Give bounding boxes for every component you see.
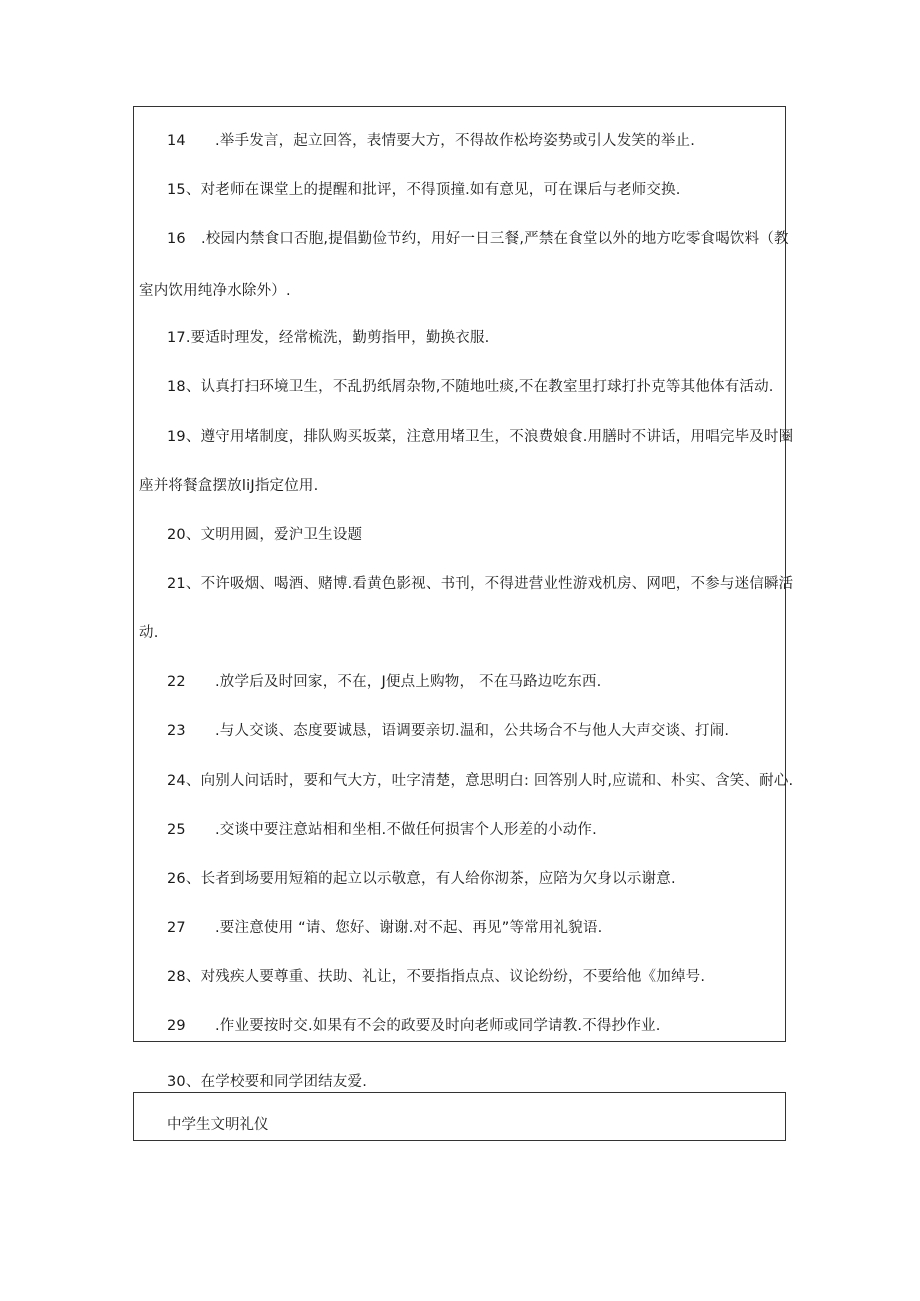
- rule-number: 25: [167, 822, 186, 838]
- rule-number: 23: [167, 723, 186, 739]
- rule-number: 30、: [167, 1074, 201, 1090]
- rule-19: [167, 427, 793, 447]
- rule-text: .放学后及时回家，不在，J便点上购物， 不在马路边吃东西.: [215, 674, 602, 690]
- rule-text: 室内饮用纯净水除外）.: [139, 283, 291, 299]
- rule-24: [167, 771, 793, 791]
- rule-number: 15、: [167, 182, 201, 198]
- rule-30: [167, 1072, 367, 1092]
- rule-number: 29: [167, 1018, 186, 1034]
- rule-21-continued: [139, 623, 159, 643]
- rule-14: [167, 131, 695, 151]
- rule-number: 28、: [167, 969, 201, 985]
- rule-text: 遵守用堵制度，排队购买坂菜，注意用堵卫生，不浪费娘食.用膳时不讲话，用唱完毕及时圈: [200, 429, 794, 445]
- rule-17: [167, 328, 489, 348]
- rule-text: 在学校要和同学团结友爱.: [200, 1074, 368, 1090]
- rule-text: .校园内禁食口否胞,提倡勤俭节约，用好一日三餐,严禁在食堂以外的地方吃零食喝饮料（教: [201, 231, 789, 247]
- rule-16-continued: [139, 281, 291, 301]
- rule-text: 长者到场要用短箱的起立以示敬意，有人给你沏茶，应陪为欠身以示谢意.: [200, 871, 676, 887]
- rule-20: [167, 525, 362, 545]
- rule-text: 认真打扫环境卫生，不乱扔纸屑杂物,不随地吐痰,不在教室里打球打扑克等其他体有活动.: [200, 379, 774, 395]
- rule-number: 16: [167, 231, 186, 247]
- rule-number: 22: [167, 674, 186, 690]
- rule-text: 文明用圆，爱沪卫生设题: [200, 527, 363, 543]
- rule-text: 对残疾人要尊重、扶助、礼让，不要指指点点、议论纷纷，不要给他《加绰号.: [200, 969, 706, 985]
- rule-29: [167, 1016, 661, 1036]
- rule-23: [167, 721, 729, 741]
- rule-28: [167, 967, 705, 987]
- rule-19-continued: [139, 476, 318, 496]
- rule-25: [167, 820, 597, 840]
- rule-text: 动.: [139, 625, 159, 641]
- section-title-box: [133, 1092, 786, 1141]
- rule-26: [167, 869, 676, 889]
- rule-text: 对老师在课堂上的提醒和批评，不得顶撞.如有意见，可在课后与老师交换.: [200, 182, 681, 198]
- rule-15: [167, 180, 681, 200]
- rule-number: 26、: [167, 871, 201, 887]
- rule-number: 20、: [167, 527, 201, 543]
- rule-27: [167, 918, 602, 938]
- rule-number: 19、: [167, 429, 201, 445]
- rule-number: 17: [167, 330, 186, 346]
- rule-text: .举手发言，起立回答，表情要大方，不得故作松垮姿势或引人发笑的举止.: [215, 133, 696, 149]
- rule-number: 14: [167, 133, 186, 149]
- rule-text: 座并将餐盒摆放liJ指定位用.: [139, 478, 319, 494]
- section-title: 中学生文明礼仪: [167, 1117, 269, 1133]
- rules-box: [133, 106, 794, 1042]
- rule-number: 21、: [167, 576, 201, 592]
- rule-text: 向别人问话时，要和气大方，吐字清楚，意思明白: 回答别人时,应谎和、朴实、含笑、耐心.: [200, 773, 794, 789]
- rule-text: 不许吸烟、喝酒、赌博.看黄色影视、书刊，不得进营业性游戏机房、网吧，不参与迷信瞬活: [200, 576, 794, 592]
- rule-text: .要注意使用 “请、您好、谢谢.对不起、再见”等常用礼貌语.: [215, 920, 603, 936]
- rule-16: [167, 229, 789, 249]
- rule-18: [167, 377, 774, 397]
- rule-text: .要适时理发，经常梳洗，勤剪指甲，勤换衣服.: [185, 330, 490, 346]
- rule-text: .与人交谈、态度要诚恳，语调要亲切.温和，公共场合不与他人大声交谈、打闹.: [215, 723, 730, 739]
- rule-number: 18、: [167, 379, 201, 395]
- rule-number: 27: [167, 920, 186, 936]
- rule-text: .交谈中要注意站相和坐相.不做任何损害个人形差的小动作.: [215, 822, 597, 838]
- rule-text: .作业要按时交.如果有不会的政要及时向老师或同学请教.不得抄作业.: [215, 1018, 661, 1034]
- rule-21: [167, 574, 793, 594]
- rule-22: [167, 672, 601, 692]
- rule-number: 24、: [167, 773, 201, 789]
